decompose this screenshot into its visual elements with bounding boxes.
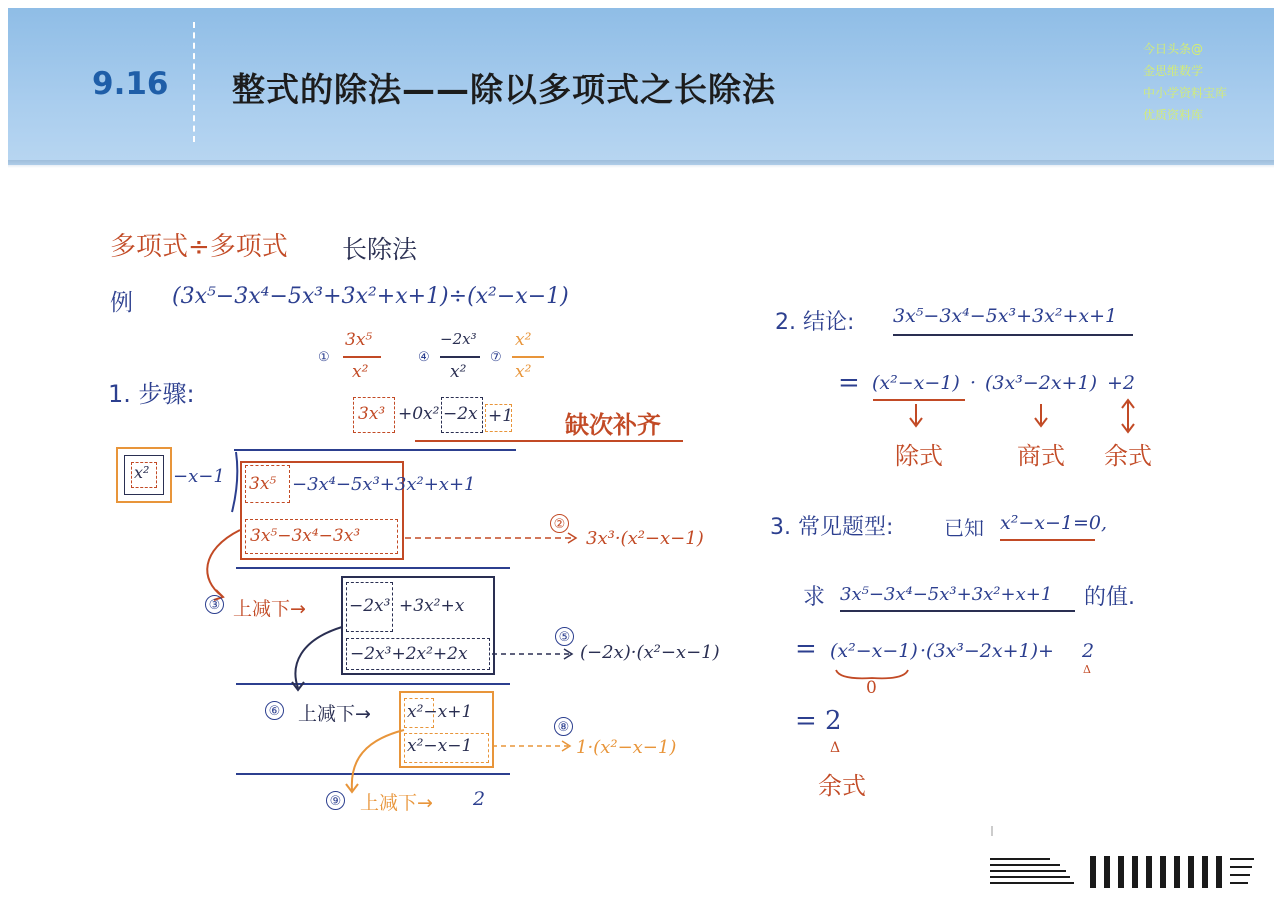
hint-4-denominator: x² xyxy=(450,362,467,382)
topic-method: 长除法 xyxy=(342,235,418,264)
section-number: 9.16 xyxy=(92,66,169,102)
hint-1-num: ① xyxy=(318,350,330,365)
problem-zero: 0 xyxy=(866,678,877,698)
sub3-num-circle: ③ xyxy=(205,595,224,614)
problem-line1-triangle: Δ xyxy=(1083,663,1091,676)
label-remainder: 余式 xyxy=(1104,442,1152,470)
example-expression: (3x⁵−3x⁴−5x³+3x²+x+1)÷(x²−x−1) xyxy=(172,284,569,309)
hint-4-numerator: −2x³ xyxy=(440,330,477,348)
conclusion-eq: = xyxy=(838,368,860,398)
final-remainder: 2 xyxy=(473,788,486,810)
steps-heading: 1. 步骤: xyxy=(108,380,195,408)
label-quotient: 商式 xyxy=(1017,442,1065,470)
note5-num-circle: ⑤ xyxy=(555,627,574,646)
conclusion-quotient: (3x³−2x+1) xyxy=(985,372,1097,394)
hint-4-num: ④ xyxy=(418,350,430,365)
problem-line1-rest: ·(3x³−2x+1)+ xyxy=(920,640,1054,662)
problem-ask-prefix: 求 xyxy=(803,585,826,610)
conclusion-lhs: 3x⁵−3x⁴−5x³+3x²+x+1 xyxy=(893,305,1118,327)
page-title: 整式的除法——除以多项式之长除法 xyxy=(232,70,776,109)
row2: 3x⁵−3x⁴−3x³ xyxy=(250,526,361,546)
problem-line1-rem: 2 xyxy=(1082,640,1095,662)
watermark-line-4: 优质资料库 xyxy=(1143,108,1204,122)
row6: x²−x−1 xyxy=(407,736,473,756)
problem-ask-suffix: 的值. xyxy=(1084,585,1135,610)
sub6-num-circle: ⑥ xyxy=(265,701,284,720)
divisor-lead: x² xyxy=(134,463,150,482)
problem-line1-divisor: (x²−x−1) xyxy=(830,640,918,662)
note2-num-circle: ② xyxy=(550,514,569,533)
example-label: 例 xyxy=(110,290,133,316)
note8: 1·(x²−x−1) xyxy=(576,737,677,758)
sub3-text: 上减下→ xyxy=(233,598,306,620)
divisor-rest: −x−1 xyxy=(173,466,225,487)
hint-7-denominator: x² xyxy=(515,362,532,382)
conclusion-heading: 2. 结论: xyxy=(775,310,855,335)
hint-7-numerator: x² xyxy=(515,330,532,350)
hint-1-numerator: 3x⁵ xyxy=(345,330,373,350)
conclusion-divisor: (x²−x−1) xyxy=(872,372,960,394)
note8-num-circle: ⑧ xyxy=(554,717,573,736)
note5: (−2x)·(x²−x−1) xyxy=(580,642,720,663)
problem-line2-triangle: Δ xyxy=(830,740,841,756)
sub6-text: 上减下→ xyxy=(298,703,371,725)
row5: x²−x+1 xyxy=(407,702,473,722)
label-divisor: 除式 xyxy=(895,442,943,470)
quotient-term-3: −2x xyxy=(443,404,478,424)
problem-remainder-label: 余式 xyxy=(818,772,866,800)
hint-1-denominator: x² xyxy=(352,362,369,382)
topic-label: 多项式÷多项式 xyxy=(110,232,288,262)
problem-heading: 3. 常见题型: xyxy=(770,515,894,540)
quotient-term-4: +1 xyxy=(488,406,514,426)
watermark-line-3: 中小学资料宝库 xyxy=(1143,86,1228,100)
problem-ask-expr: 3x⁵−3x⁴−5x³+3x²+x+1 xyxy=(840,584,1053,605)
missing-term-note: 缺次补齐 xyxy=(565,411,661,439)
watermark-line-1: 今日头条@ xyxy=(1143,42,1204,56)
problem-given-prefix: 已知 xyxy=(944,516,984,540)
conclusion-remainder: +2 xyxy=(1107,372,1136,394)
note2: 3x³·(x²−x−1) xyxy=(586,528,704,549)
dividend-lead: 3x⁵ xyxy=(249,474,277,494)
quotient-term-2: +0x² xyxy=(398,404,440,424)
row4: −2x³+2x²+2x xyxy=(350,644,468,664)
conclusion-dot: · xyxy=(970,372,977,394)
row3-lead: −2x³ xyxy=(349,596,391,616)
hint-7-num: ⑦ xyxy=(490,350,502,365)
row3-rest: +3x²+x xyxy=(399,596,465,616)
sub9-text: 上减下→ xyxy=(360,792,433,814)
problem-line2: = 2 xyxy=(795,706,842,736)
problem-line1-eq: = xyxy=(795,634,817,664)
problem-given: x²−x−1=0, xyxy=(1000,512,1108,534)
dividend-rest: −3x⁴−5x³+3x²+x+1 xyxy=(292,474,476,495)
quotient-term-1: 3x³ xyxy=(358,404,386,424)
sub9-num-circle: ⑨ xyxy=(326,791,345,810)
watermark-line-2: 金思维数学 xyxy=(1143,64,1204,78)
